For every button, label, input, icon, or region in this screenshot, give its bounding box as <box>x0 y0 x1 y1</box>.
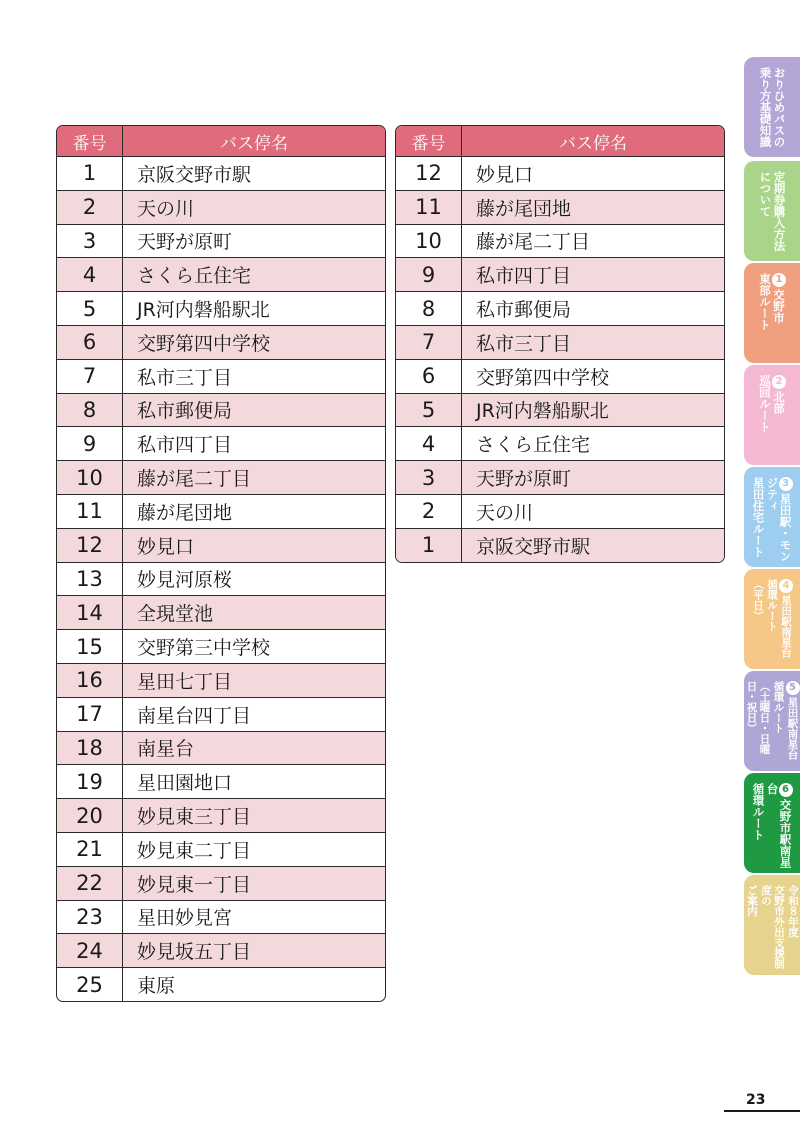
stop-name: 私市三丁目 <box>476 332 572 355</box>
stop-number: 4 <box>57 258 123 291</box>
table-row <box>57 494 385 528</box>
stop-name: 藤が尾団地 <box>476 197 572 220</box>
table-row <box>57 156 385 190</box>
stop-name: 妙見坂五丁目 <box>137 941 252 964</box>
tab-label <box>745 885 758 975</box>
tab-label <box>745 681 771 771</box>
tab-label <box>772 273 786 363</box>
stop-name: 天の川 <box>476 501 534 524</box>
stop-name: 南星台四丁目 <box>137 704 252 727</box>
table-row <box>57 426 385 460</box>
header-number: 番号 <box>396 126 462 156</box>
stop-number: 11 <box>396 191 462 224</box>
tab-number-badge: 1 <box>772 273 786 287</box>
table-row <box>57 832 385 866</box>
stop-number: 25 <box>57 968 123 1001</box>
tab-label-text: （土曜日・日曜日・祝日） <box>745 681 771 755</box>
stop-name: 東原 <box>137 975 176 998</box>
table-row <box>57 967 385 1001</box>
stop-number: 7 <box>57 360 123 393</box>
stop-number: 23 <box>57 901 123 934</box>
stop-name: 私市三丁目 <box>137 366 233 389</box>
stop-name: 天野が原町 <box>476 468 572 491</box>
stop-name: 妙見東一丁目 <box>137 873 252 896</box>
stop-number: 11 <box>57 495 123 528</box>
tab-label-text: 循環ルート <box>772 681 785 734</box>
table-row <box>57 528 385 562</box>
tab-label-text: 東部ルート <box>758 273 772 331</box>
tab-label-text: について <box>758 171 773 217</box>
stop-name: 藤が尾二丁目 <box>137 468 252 491</box>
table-row <box>396 426 724 460</box>
stop-number: 6 <box>396 360 462 393</box>
table-row <box>396 224 724 258</box>
table-row <box>396 460 724 494</box>
tab-number-badge: 4 <box>779 579 793 593</box>
table-body <box>396 156 724 562</box>
table-row <box>57 460 385 494</box>
stop-name: 星田園地口 <box>137 772 233 795</box>
tab-label-text: 循環ルート <box>751 783 766 841</box>
stop-name: 交野第三中学校 <box>137 637 271 660</box>
table-row <box>396 156 724 190</box>
tab-label <box>766 783 793 873</box>
table-row <box>57 731 385 765</box>
stop-name: 妙見東三丁目 <box>137 806 252 829</box>
stop-number: 2 <box>396 495 462 528</box>
stop-name: JR河内磐船駅北 <box>137 299 270 322</box>
table-row <box>57 325 385 359</box>
table-row <box>57 595 385 629</box>
table-row <box>57 291 385 325</box>
tab-label <box>759 171 772 261</box>
stop-name: 南星台 <box>137 738 195 761</box>
stop-number: 14 <box>57 596 123 629</box>
stop-number: 1 <box>57 157 123 190</box>
table-row <box>57 798 385 832</box>
tab-label-text: 星田住宅ルート <box>751 477 766 558</box>
bus-stop-table-left <box>56 125 386 1002</box>
table-row <box>57 257 385 291</box>
stop-name: 京阪交野市駅 <box>476 535 591 558</box>
tab-label <box>758 273 771 363</box>
stop-number: 12 <box>57 529 123 562</box>
section-tab-3[interactable] <box>744 263 800 363</box>
tab-label <box>759 67 772 157</box>
tab-label <box>772 375 786 465</box>
tab-label <box>766 477 793 567</box>
section-tab-5[interactable] <box>744 467 800 567</box>
stop-number: 16 <box>57 664 123 697</box>
table-row <box>57 866 385 900</box>
tab-number-badge: 2 <box>772 375 786 389</box>
stop-number: 18 <box>57 732 123 765</box>
stop-name: 私市四丁目 <box>476 265 572 288</box>
stop-name: 妙見口 <box>137 535 195 558</box>
header-number: 番号 <box>57 126 123 156</box>
tab-label-text: 令和８年度 <box>787 885 799 938</box>
tab-label-text: ご案内 <box>746 885 758 917</box>
tab-label-text: 巡回ルート <box>758 375 772 433</box>
stop-number: 9 <box>396 258 462 291</box>
stop-number: 20 <box>57 799 123 832</box>
tab-label-text: （平日） <box>752 579 764 621</box>
section-tab-7[interactable] <box>744 671 800 771</box>
stop-number: 10 <box>57 461 123 494</box>
stop-number: 19 <box>57 765 123 798</box>
stop-name: 藤が尾二丁目 <box>476 231 591 254</box>
stop-number: 13 <box>57 563 123 596</box>
stop-number: 12 <box>396 157 462 190</box>
table-row <box>57 663 385 697</box>
stop-number: 8 <box>57 394 123 427</box>
stop-name: 交野第四中学校 <box>476 366 610 389</box>
table-row <box>57 933 385 967</box>
stop-name: 妙見口 <box>476 163 534 186</box>
page-number-rule <box>724 1110 800 1112</box>
stop-name: 妙見東二丁目 <box>137 839 252 862</box>
tab-label-text: 循環ルート <box>766 579 778 632</box>
table-header <box>57 126 385 156</box>
tab-number-badge: 5 <box>786 681 800 695</box>
table-row <box>396 257 724 291</box>
tab-label-text: 星田駅・モンジティ <box>765 477 793 562</box>
table-row <box>57 224 385 258</box>
tab-label-text: 乗り方基礎知識 <box>758 67 773 148</box>
stop-name: さくら丘住宅 <box>476 434 591 457</box>
tab-label-text: 星田駅南星台 <box>786 697 799 760</box>
stop-name: 交野第四中学校 <box>137 332 271 355</box>
table-row <box>57 764 385 798</box>
stop-number: 22 <box>57 867 123 900</box>
stop-number: 10 <box>396 225 462 258</box>
stop-number: 2 <box>57 191 123 224</box>
header-stop-name: バス停名 <box>559 133 627 154</box>
stop-number: 4 <box>396 427 462 460</box>
table-row <box>396 190 724 224</box>
tab-label <box>751 579 764 669</box>
table-row <box>57 562 385 596</box>
tab-label-text: 交野市 <box>772 289 786 324</box>
section-tab-6[interactable] <box>744 569 800 669</box>
tab-label <box>752 783 765 873</box>
tab-number-badge: 3 <box>779 477 793 491</box>
stop-number: 24 <box>57 934 123 967</box>
section-tab-9[interactable] <box>744 875 800 975</box>
section-tab-4[interactable] <box>744 365 800 465</box>
table-row <box>57 359 385 393</box>
tab-label <box>773 171 786 261</box>
tab-label <box>772 681 785 771</box>
tab-label <box>786 885 799 975</box>
stop-number: 21 <box>57 833 123 866</box>
table-row <box>57 629 385 663</box>
tab-label <box>779 579 793 669</box>
stop-number: 3 <box>57 225 123 258</box>
stop-number: 5 <box>57 292 123 325</box>
tab-label <box>765 579 778 669</box>
stop-number: 5 <box>396 394 462 427</box>
stop-number: 15 <box>57 630 123 663</box>
stop-name: 天の川 <box>137 197 195 220</box>
section-tab-2[interactable] <box>744 161 800 261</box>
tab-label-text: 北部 <box>772 391 786 414</box>
table-row <box>57 190 385 224</box>
tab-number-badge: 6 <box>779 783 793 797</box>
stop-name: 京阪交野市駅 <box>137 163 252 186</box>
tab-label-text: 定期券購入方法 <box>772 171 787 252</box>
stop-number: 7 <box>396 326 462 359</box>
tab-label <box>752 477 765 567</box>
stop-name: 私市郵便局 <box>137 400 233 423</box>
table-row <box>396 494 724 528</box>
stop-name: JR河内磐船駅北 <box>476 400 609 423</box>
table-body <box>57 156 385 1001</box>
table-row <box>57 393 385 427</box>
table-row <box>396 528 724 562</box>
tab-label <box>759 885 785 975</box>
stop-name: 星田七丁目 <box>137 670 233 693</box>
stop-name: 妙見河原桜 <box>137 569 233 592</box>
header-stop-name: バス停名 <box>220 133 288 154</box>
table-row <box>57 697 385 731</box>
stop-name: 星田妙見宮 <box>137 907 233 930</box>
table-row <box>396 325 724 359</box>
tab-label <box>786 681 800 771</box>
stop-name: 藤が尾団地 <box>137 501 233 524</box>
stop-name: さくら丘住宅 <box>137 265 252 288</box>
table-row <box>57 900 385 934</box>
table-header <box>396 126 724 156</box>
stop-number: 6 <box>57 326 123 359</box>
stop-name: 天野が原町 <box>137 231 233 254</box>
stop-number: 9 <box>57 427 123 460</box>
tab-label-text: 星田駅南星台 <box>780 595 792 658</box>
stop-number: 1 <box>396 529 462 562</box>
tab-label-text: 交野市駅南星台 <box>765 783 793 868</box>
tab-label <box>758 375 771 465</box>
stop-number: 17 <box>57 698 123 731</box>
tab-label-text: 交野市外出支援制度の <box>760 885 785 969</box>
stop-name: 私市郵便局 <box>476 299 572 322</box>
table-row <box>396 291 724 325</box>
section-tab-1[interactable] <box>744 57 800 157</box>
page-number: 23 <box>746 1092 766 1108</box>
stop-number: 8 <box>396 292 462 325</box>
section-tab-8[interactable] <box>744 773 800 873</box>
bus-stop-table-right <box>395 125 725 563</box>
table-row <box>396 359 724 393</box>
stop-number: 3 <box>396 461 462 494</box>
stop-name: 私市四丁目 <box>137 434 233 457</box>
stop-name: 全現堂池 <box>137 603 214 626</box>
tab-label-text: おりひめバスの <box>772 67 787 148</box>
tab-label <box>773 67 786 157</box>
table-row <box>396 393 724 427</box>
